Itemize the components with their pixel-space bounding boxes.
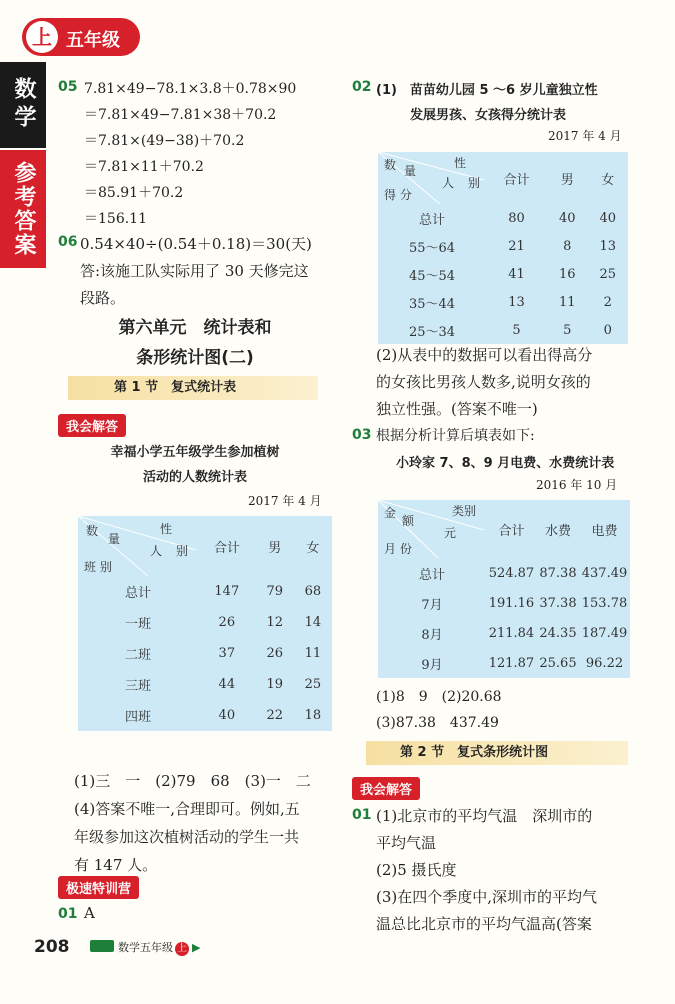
corner-label: 别 bbox=[468, 176, 481, 190]
row-label: 55～64 bbox=[408, 240, 456, 256]
unit-title: 第六单元 统计表和 bbox=[118, 318, 272, 338]
solve-tag: 我会解答 bbox=[352, 777, 420, 800]
row-label: 总计 bbox=[124, 586, 151, 601]
solution-line: ＝7.81×11＋70.2 bbox=[84, 159, 204, 175]
corner-label: 别 bbox=[176, 544, 189, 558]
row-label: 一班 bbox=[124, 617, 151, 632]
cell: 12 bbox=[266, 615, 283, 630]
corner-label: 人 bbox=[150, 544, 163, 558]
corner-label: 量 bbox=[108, 532, 121, 546]
cell: 18 bbox=[304, 708, 322, 723]
row-label: 三班 bbox=[124, 679, 151, 694]
col-header: 合计 bbox=[486, 152, 547, 204]
answer-line: (1)北京市的平均气温 深圳市的 bbox=[376, 807, 593, 825]
cell: 40 bbox=[218, 708, 236, 723]
answer-line: (2)从表中的数据可以看出得高分 bbox=[376, 346, 593, 364]
table-corner bbox=[378, 500, 486, 558]
q06-solution bbox=[80, 233, 312, 314]
table-row bbox=[378, 588, 630, 618]
answer-line: (3)87.38 437.49 bbox=[376, 715, 499, 731]
table-date: 2017 年 4 月 bbox=[248, 494, 322, 508]
col-header: 合计 bbox=[198, 516, 256, 576]
subject-tab: 数学 bbox=[0, 62, 46, 148]
cell: 2 bbox=[603, 294, 612, 310]
cell: 11 bbox=[559, 294, 576, 310]
cell: 24.35 bbox=[539, 625, 577, 641]
table-title: 幸福小学五年级学生参加植树 bbox=[110, 445, 280, 460]
table-row bbox=[78, 576, 332, 607]
cell: 5 bbox=[563, 322, 572, 338]
col-header: 合计 bbox=[486, 500, 537, 558]
corner-label: 数 bbox=[86, 524, 99, 538]
solution-line: 0.54×40÷(0.54＋0.18)＝30(天) bbox=[80, 235, 312, 253]
cell: 37.38 bbox=[539, 595, 577, 611]
col-header: 女 bbox=[294, 516, 332, 576]
row-label: 8月 bbox=[421, 627, 443, 643]
answer-line: 有 147 人。 bbox=[74, 856, 158, 874]
cell: 37 bbox=[218, 646, 236, 661]
cell: 121.87 bbox=[488, 655, 535, 671]
cell: 187.49 bbox=[581, 625, 628, 641]
table-row bbox=[378, 288, 628, 316]
answer-line: (3)在四个季度中,深圳市的平均气 bbox=[376, 888, 598, 906]
cell: 68 bbox=[304, 584, 322, 599]
cell: 191.16 bbox=[488, 595, 535, 611]
table-title: 小玲家 7、8、9 月电费、水费统计表 bbox=[396, 456, 615, 471]
cell: 8 bbox=[563, 238, 572, 254]
corner-label: 额 bbox=[402, 514, 415, 528]
cell: 26 bbox=[218, 615, 236, 630]
cell: 153.78 bbox=[581, 595, 628, 611]
solution-line: ＝7.81×49−7.81×38＋70.2 bbox=[84, 107, 277, 123]
cell: 0 bbox=[603, 322, 612, 338]
table-corner bbox=[378, 152, 486, 204]
cell: 211.84 bbox=[488, 625, 535, 641]
corner-label: 得 分 bbox=[384, 188, 412, 202]
page-number: 208 bbox=[34, 937, 70, 957]
corner-label: 量 bbox=[404, 164, 417, 178]
q05-number: 05 bbox=[58, 79, 78, 95]
answer-line: 独立性强。(答案不唯一) bbox=[376, 400, 538, 418]
row-label: 45～54 bbox=[408, 268, 456, 284]
planting-stats-table bbox=[78, 516, 332, 731]
solution-line: ＝7.81×(49−38)＋70.2 bbox=[84, 133, 245, 149]
cell: 437.49 bbox=[581, 565, 628, 581]
row-label: 9月 bbox=[421, 657, 443, 673]
row-label: 二班 bbox=[124, 648, 151, 663]
answer-line: (1)8 9 (2)20.68 bbox=[376, 689, 502, 705]
table-title: 活动的人数统计表 bbox=[142, 470, 247, 485]
q06-number: 06 bbox=[58, 234, 78, 250]
cell: 40 bbox=[559, 210, 576, 226]
answer-line: (4)答案不唯一,合理即可。例如,五 bbox=[74, 800, 300, 818]
table-row bbox=[378, 648, 630, 678]
table-row bbox=[378, 316, 628, 344]
corner-label: 班 别 bbox=[84, 560, 112, 574]
solve-tag: 我会解答 bbox=[58, 414, 126, 437]
q02-number: 02 bbox=[352, 79, 372, 95]
q05-solution bbox=[84, 78, 296, 234]
table-date: 2017 年 4 月 bbox=[548, 129, 622, 143]
table-row bbox=[378, 204, 628, 232]
cell: 5 bbox=[512, 322, 521, 338]
cell: 26 bbox=[266, 646, 283, 661]
table-row bbox=[78, 669, 332, 700]
cell: 44 bbox=[218, 677, 236, 692]
q01-number: 01 bbox=[58, 906, 78, 922]
col-header: 电费 bbox=[579, 500, 630, 558]
q-answers bbox=[74, 770, 311, 882]
section-header: 第 1 节 复式统计表 bbox=[68, 376, 318, 400]
row-label: 35～44 bbox=[408, 296, 456, 312]
table-title: (1) 苗苗幼儿园 5 ～6 岁儿童独立性 bbox=[376, 83, 598, 98]
row-label: 总计 bbox=[418, 567, 445, 583]
q01-number: 01 bbox=[352, 807, 372, 823]
footer-subject: 数学五年级 bbox=[118, 941, 173, 954]
corner-label: 性 bbox=[160, 522, 173, 536]
corner-label: 类别 bbox=[452, 504, 477, 518]
table-title: 发展男孩、女孩得分统计表 bbox=[410, 108, 567, 123]
footer-volume-badge: 上 bbox=[177, 943, 187, 954]
corner-label: 人 bbox=[442, 176, 455, 190]
table-row bbox=[378, 260, 628, 288]
q03-answer bbox=[376, 686, 502, 738]
section-header: 第 2 节 复式条形统计图 bbox=[366, 741, 628, 765]
volume-badge: 上 bbox=[26, 21, 58, 53]
row-label: 25～34 bbox=[408, 324, 456, 340]
footer-book-title bbox=[118, 939, 200, 956]
answer-line: 平均气温 bbox=[376, 834, 437, 852]
cell: 19 bbox=[266, 677, 283, 692]
answer-tab: 参考答案 bbox=[0, 150, 46, 268]
cell: 87.38 bbox=[539, 565, 577, 581]
arrow-right-icon: ▶ bbox=[192, 941, 201, 954]
grade-label: 五年级 bbox=[66, 30, 120, 51]
cell: 11 bbox=[304, 646, 322, 661]
col-header: 男 bbox=[256, 516, 294, 576]
table-row bbox=[78, 638, 332, 669]
q03-intro: 根据分析计算后填表如下: bbox=[376, 428, 535, 444]
corner-label: 性 bbox=[454, 156, 467, 170]
cell: 25.65 bbox=[539, 655, 577, 671]
training-tag: 极速特训营 bbox=[58, 876, 139, 899]
col-header: 女 bbox=[588, 152, 628, 204]
q01-answer: A bbox=[84, 904, 95, 922]
table-row bbox=[378, 618, 630, 648]
cell: 16 bbox=[559, 266, 576, 282]
answer-line: (2)5 摄氏度 bbox=[376, 861, 457, 879]
answer-line: 年级参加这次植树活动的学生一共 bbox=[74, 828, 300, 846]
cell: 25 bbox=[599, 266, 617, 282]
cell: 96.22 bbox=[585, 655, 624, 671]
publisher-badge-icon bbox=[90, 940, 114, 952]
table-row bbox=[378, 232, 628, 260]
cell: 79 bbox=[266, 584, 283, 599]
q02-answer bbox=[376, 344, 592, 425]
cell: 14 bbox=[304, 615, 322, 630]
col-header: 男 bbox=[547, 152, 587, 204]
cell: 13 bbox=[599, 238, 617, 254]
corner-label: 元 bbox=[444, 526, 457, 540]
solution-line: ＝156.11 bbox=[84, 211, 147, 227]
cell: 21 bbox=[508, 238, 525, 254]
table-row bbox=[378, 558, 630, 588]
unit-subtitle: 条形统计图(二) bbox=[136, 348, 254, 368]
cell: 80 bbox=[508, 210, 525, 226]
row-label: 总计 bbox=[418, 212, 445, 228]
solution-line: 7.81×49−78.1×3.8＋0.78×90 bbox=[84, 81, 297, 97]
corner-label: 金 bbox=[384, 506, 397, 520]
answer-line: 的女孩比男孩人数多,说明女孩的 bbox=[376, 373, 591, 391]
cell: 147 bbox=[214, 584, 240, 599]
table-row bbox=[78, 607, 332, 638]
solution-line: ＝85.91＋70.2 bbox=[84, 185, 184, 201]
table-corner bbox=[78, 516, 198, 576]
table-row bbox=[78, 700, 332, 731]
cell: 25 bbox=[304, 677, 322, 692]
solution-line: 段路。 bbox=[80, 289, 126, 307]
solution-line: 答:该施工队实际用了 30 天修完这 bbox=[80, 262, 309, 280]
utility-bill-table bbox=[378, 500, 630, 678]
cell: 40 bbox=[599, 210, 617, 226]
row-label: 7月 bbox=[421, 597, 443, 613]
answer-line: (1)三 一 (2)79 68 (3)一 二 bbox=[74, 772, 311, 790]
cell: 22 bbox=[266, 708, 283, 723]
answer-line: 温总比北京市的平均气温高(答案 bbox=[376, 915, 592, 933]
independence-score-table bbox=[378, 152, 628, 344]
q03-number: 03 bbox=[352, 427, 372, 443]
corner-label: 月 份 bbox=[384, 542, 412, 556]
q01-solution bbox=[376, 805, 597, 940]
col-header: 水费 bbox=[537, 500, 579, 558]
cell: 41 bbox=[508, 266, 525, 282]
table-date: 2016 年 10 月 bbox=[536, 478, 618, 492]
corner-label: 数 bbox=[384, 158, 397, 172]
cell: 524.87 bbox=[488, 565, 535, 581]
cell: 13 bbox=[508, 294, 525, 310]
row-label: 四班 bbox=[124, 710, 151, 725]
